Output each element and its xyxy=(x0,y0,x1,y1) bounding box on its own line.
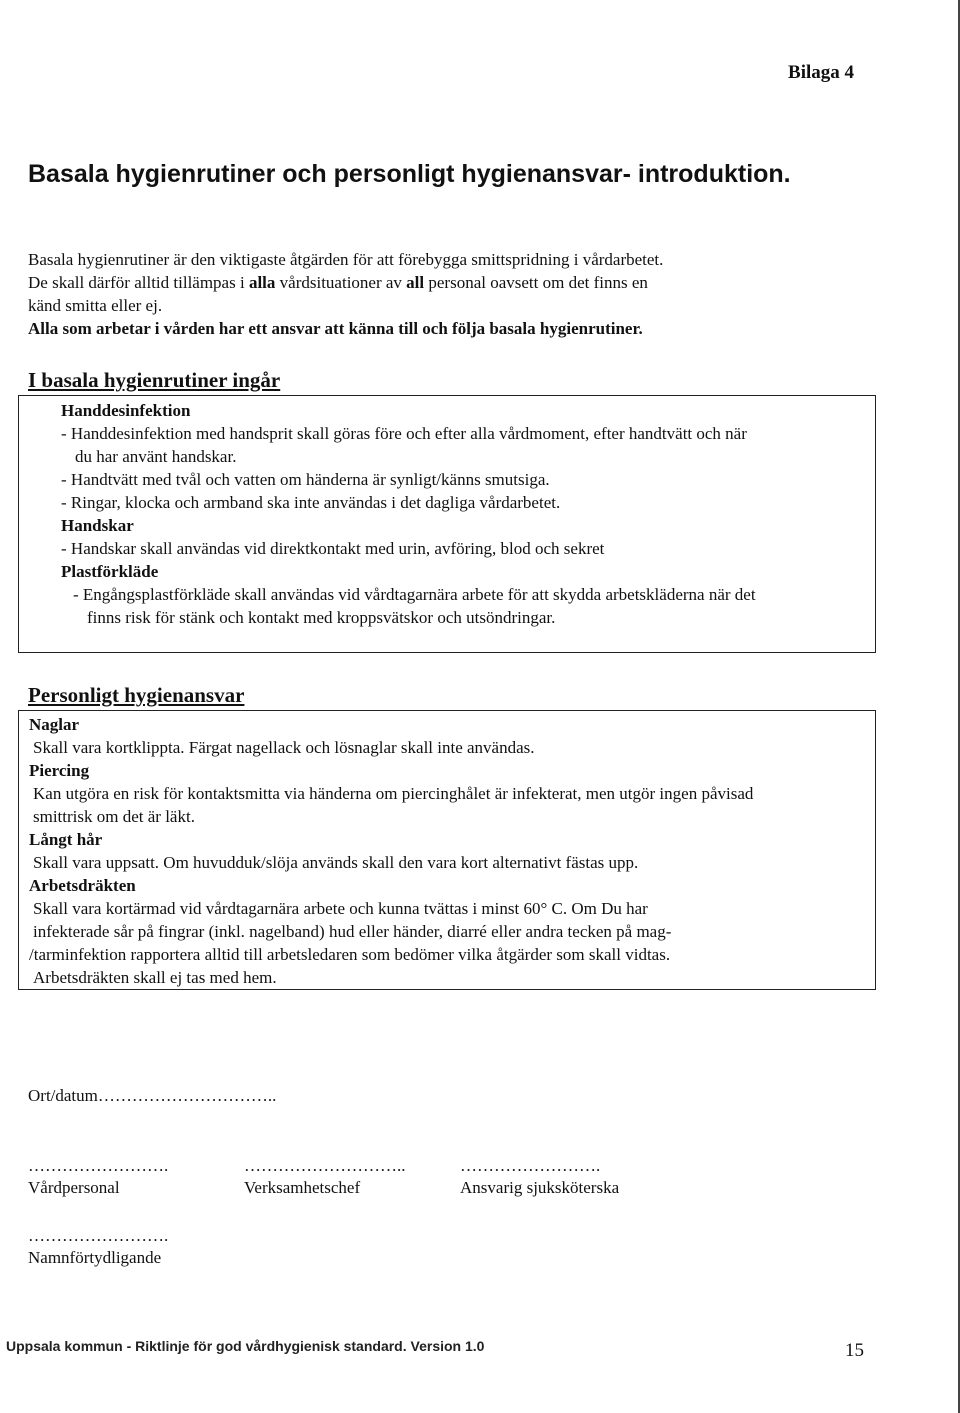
personal-hygiene-heading: Personligt hygienansvar xyxy=(28,683,245,707)
signature-line-name: ……………………. xyxy=(28,1226,169,1245)
place-date-field: Ort/datum………………………….. xyxy=(28,1086,277,1105)
signature-line-manager: ……………………….. xyxy=(244,1156,406,1175)
basic-routines-heading: I basala hygienrutiner ingår xyxy=(28,368,281,392)
work-clothes-line-1: Skall vara kortärmad vid vårdtagarnära arbete och kunna tvättas i minst 60° C. Om Du har xyxy=(33,899,648,918)
intro-emphasis: Alla som arbetar i vården har ett ansvar att känna till och följa basala hygienrutiner. xyxy=(28,319,643,338)
nails-text: Skall vara kortklippta. Färgat nagellack och lösnaglar skall inte användas. xyxy=(33,738,535,757)
work-clothes-line-2: infekterade sår på fingrar (inkl. nagelband) hud eller händer, diarré eller andra tecken på mag- xyxy=(33,922,672,941)
hand-disinfection-item-2: - Handtvätt med tvål och vatten om händerna är synligt/känns smutsiga. xyxy=(61,470,550,489)
nails-title: Naglar xyxy=(29,715,80,734)
piercing-text: Kan utgöra en risk för kontaktsmitta via händerna om piercinghålet är infekterat, men utgör ingen påvisad smittrisk om det är läkt. xyxy=(33,784,754,826)
gloves-item-1: - Handskar skall användas vid direktkontakt med urin, avföring, blod och sekret xyxy=(61,539,605,558)
work-clothes-line-3: /tarminfektion rapportera alltid till arbetsledaren som bedömer vilka åtgärder som skall vidtas. xyxy=(29,945,671,964)
intro-line-3: känd smitta eller ej. xyxy=(28,296,163,315)
page-number: 15 xyxy=(845,1340,864,1361)
gloves-title: Handskar xyxy=(61,516,134,535)
page-title: Basala hygienrutiner och personligt hygienansvar- introduktion. xyxy=(28,160,791,188)
piercing-title: Piercing xyxy=(29,761,90,780)
hand-disinfection-title: Handdesinfektion xyxy=(61,401,191,420)
appendix-label: Bilaga 4 xyxy=(788,62,854,83)
signature-label-manager: Verksamhetschef xyxy=(244,1178,361,1197)
name-clarification-label: Namnförtydligande xyxy=(28,1248,162,1267)
footer-text: Uppsala kommun - Riktlinje för god vårdhygienisk standard. Version 1.0 xyxy=(6,1338,485,1354)
signature-label-staff: Vårdpersonal xyxy=(28,1178,120,1197)
intro-line-2: De skall därför alltid tillämpas i alla vårdsituationer av all personal oavsett om det finns en xyxy=(28,273,648,292)
hand-disinfection-item-3: - Ringar, klocka och armband ska inte användas i det dagliga vårdarbetet. xyxy=(61,493,561,512)
intro-paragraph xyxy=(28,248,868,340)
long-hair-title: Långt hår xyxy=(29,830,103,849)
apron-item-1: - Engångsplastförkläde skall användas vid vårdtagarnära arbete för att skydda arbetskläderna när det finns risk för stänk och kontakt med kroppsvätskor och utsöndringar. xyxy=(73,585,756,627)
long-hair-text: Skall vara uppsatt. Om huvudduk/slöja används skall den vara kort alternativt fästas upp. xyxy=(33,853,639,872)
work-clothes-title: Arbetsdräkten xyxy=(29,876,136,895)
hand-disinfection-item-1: - Handdesinfektion med handsprit skall göras före och efter alla vårdmoment, efter handtvätt och när du har använt handskar. xyxy=(61,424,747,466)
signature-line-staff: ……………………. xyxy=(28,1156,169,1175)
signature-label-nurse: Ansvarig sjuksköterska xyxy=(460,1178,620,1197)
personal-hygiene-box xyxy=(18,710,876,990)
work-clothes-line-4: Arbetsdräkten skall ej tas med hem. xyxy=(33,968,277,987)
apron-title: Plastförkläde xyxy=(61,562,159,581)
signature-line-nurse: ……………………. xyxy=(460,1156,601,1175)
intro-line-1: Basala hygienrutiner är den viktigaste åtgärden för att förebygga smittspridning i vårdarbetet. xyxy=(28,250,664,269)
basic-routines-box xyxy=(18,395,876,653)
